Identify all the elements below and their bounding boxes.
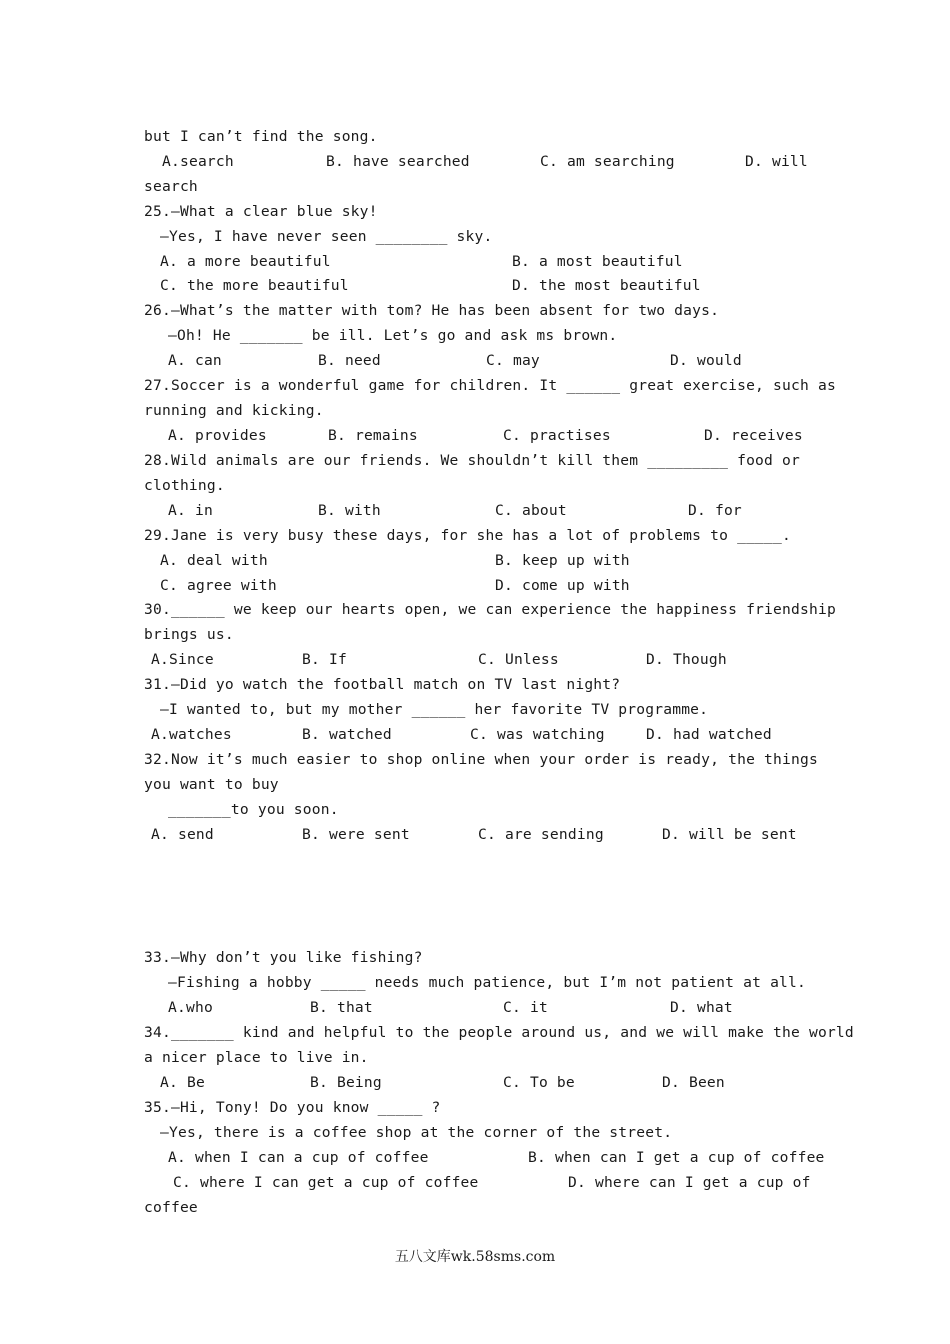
q33-option-b: B. that bbox=[310, 999, 373, 1016]
q27-option-b: B. remains bbox=[328, 427, 418, 444]
q28-option-c: C. about bbox=[495, 502, 567, 519]
q29-option-d: D. come up with bbox=[495, 577, 630, 594]
q28-continuation: clothing. bbox=[144, 477, 225, 494]
q34-option-c: C. To be bbox=[503, 1074, 575, 1091]
q28-option-d: D. for bbox=[688, 502, 742, 519]
q35-options-row2 bbox=[0, 1174, 950, 1192]
q24-option-a: A.search bbox=[162, 153, 234, 170]
q27-option-d: D. receives bbox=[704, 427, 803, 444]
q29-option-b: B. keep up with bbox=[495, 552, 630, 569]
q33-options bbox=[0, 999, 950, 1017]
q24-option-b: B. have searched bbox=[326, 153, 470, 170]
q27-stem: 27.Soccer is a wonderful game for children. It ______ great exercise, such as bbox=[144, 377, 836, 394]
q28-option-b: B. with bbox=[318, 502, 381, 519]
q25-option-d: D. the most beautiful bbox=[512, 277, 701, 294]
q32-option-b: B. were sent bbox=[302, 826, 410, 843]
q35-line2: —Yes, there is a coffee shop at the corner of the street. bbox=[160, 1124, 673, 1141]
q31-options bbox=[0, 726, 950, 744]
q32-option-d: D. will be sent bbox=[662, 826, 797, 843]
q30-option-a: A.Since bbox=[151, 651, 214, 668]
q30-option-c: C. Unless bbox=[478, 651, 559, 668]
q31-option-c: C. was watching bbox=[470, 726, 605, 743]
q32-line3: _______to you soon. bbox=[168, 801, 339, 818]
q26-option-a: A. can bbox=[168, 352, 222, 369]
q29-option-a: A. deal with bbox=[160, 552, 268, 569]
q31-option-d: D. had watched bbox=[646, 726, 772, 743]
q33-option-c: C. it bbox=[503, 999, 548, 1016]
q35-options-row1 bbox=[0, 1149, 950, 1167]
q28-stem: 28.Wild animals are our friends. We shouldn’t kill them _________ food or bbox=[144, 452, 800, 469]
q30-stem: 30.______ we keep our hearts open, we can experience the happiness friendship bbox=[144, 601, 836, 618]
q32-continuation: you want to buy bbox=[144, 776, 279, 793]
q24-option-d: D. will bbox=[745, 153, 808, 170]
q26-stem: 26.—What’s the matter with tom? He has been absent for two days. bbox=[144, 302, 720, 319]
q35-stem: 35.—Hi, Tony! Do you know _____ ? bbox=[144, 1099, 441, 1116]
q24-options bbox=[0, 153, 950, 171]
q31-option-a: A.watches bbox=[151, 726, 232, 743]
q34-stem: 34._______ kind and helpful to the people around us, and we will make the world bbox=[144, 1024, 854, 1041]
q32-option-a: A. send bbox=[151, 826, 214, 843]
q35-option-d: D. where can I get a cup of bbox=[568, 1174, 811, 1191]
q33-stem: 33.—Why don’t you like fishing? bbox=[144, 949, 423, 966]
q26-options bbox=[0, 352, 950, 370]
q28-options bbox=[0, 502, 950, 520]
q28-option-a: A. in bbox=[168, 502, 213, 519]
q26-option-c: C. may bbox=[486, 352, 540, 369]
q25-option-a: A. a more beautiful bbox=[160, 253, 331, 270]
q35-option-a: A. when I can a cup of coffee bbox=[168, 1149, 429, 1166]
q30-continuation: brings us. bbox=[144, 626, 234, 643]
q35-option-b: B. when can I get a cup of coffee bbox=[528, 1149, 825, 1166]
q35-option-d-continuation: coffee bbox=[144, 1199, 198, 1216]
q34-continuation: a nicer place to live in. bbox=[144, 1049, 369, 1066]
q24-option-c: C. am searching bbox=[540, 153, 675, 170]
q26-line2: —Oh! He _______ be ill. Let’s go and ask ms brown. bbox=[168, 327, 618, 344]
q25-options-row1 bbox=[0, 253, 950, 271]
q33-line2: —Fishing a hobby _____ needs much patience, but I’m not patient at all. bbox=[168, 974, 807, 991]
q34-option-b: B. Being bbox=[310, 1074, 382, 1091]
q26-option-d: D. would bbox=[670, 352, 742, 369]
q25-options-row2 bbox=[0, 277, 950, 295]
q29-options-row1 bbox=[0, 552, 950, 570]
q30-option-d: D. Though bbox=[646, 651, 727, 668]
q34-options bbox=[0, 1074, 950, 1092]
q30-option-b: B. If bbox=[302, 651, 347, 668]
q25-line2: —Yes, I have never seen ________ sky. bbox=[160, 228, 493, 245]
q24-continuation: but I can’t find the song. bbox=[144, 128, 378, 145]
q25-option-b: B. a most beautiful bbox=[512, 253, 683, 270]
q26-option-b: B. need bbox=[318, 352, 381, 369]
q29-options-row2 bbox=[0, 577, 950, 595]
q29-stem: 29.Jane is very busy these days, for she has a lot of problems to _____. bbox=[144, 527, 792, 544]
q25-stem: 25.—What a clear blue sky! bbox=[144, 203, 378, 220]
q25-option-c: C. the more beautiful bbox=[160, 277, 349, 294]
q34-option-a: A. Be bbox=[160, 1074, 205, 1091]
q29-option-c: C. agree with bbox=[160, 577, 277, 594]
q31-stem: 31.—Did yo watch the football match on TV last night? bbox=[144, 676, 621, 693]
q24-option-d-continuation: search bbox=[144, 178, 198, 195]
q33-option-d: D. what bbox=[670, 999, 733, 1016]
q32-option-c: C. are sending bbox=[478, 826, 604, 843]
q31-line2: —I wanted to, but my mother ______ her favorite TV programme. bbox=[160, 701, 709, 718]
q33-option-a: A.who bbox=[168, 999, 213, 1016]
q34-option-d: D. Been bbox=[662, 1074, 725, 1091]
q31-option-b: B. watched bbox=[302, 726, 392, 743]
footer-watermark: 五八文库wk.58sms.com bbox=[394, 1249, 556, 1265]
q30-options bbox=[0, 651, 950, 669]
q35-option-c: C. where I can get a cup of coffee bbox=[173, 1174, 479, 1191]
q27-option-c: C. practises bbox=[503, 427, 611, 444]
q27-options bbox=[0, 427, 950, 445]
q32-stem: 32.Now it’s much easier to shop online when your order is ready, the things bbox=[144, 751, 818, 768]
q27-option-a: A. provides bbox=[168, 427, 267, 444]
q27-continuation: running and kicking. bbox=[144, 402, 324, 419]
q32-options bbox=[0, 826, 950, 844]
